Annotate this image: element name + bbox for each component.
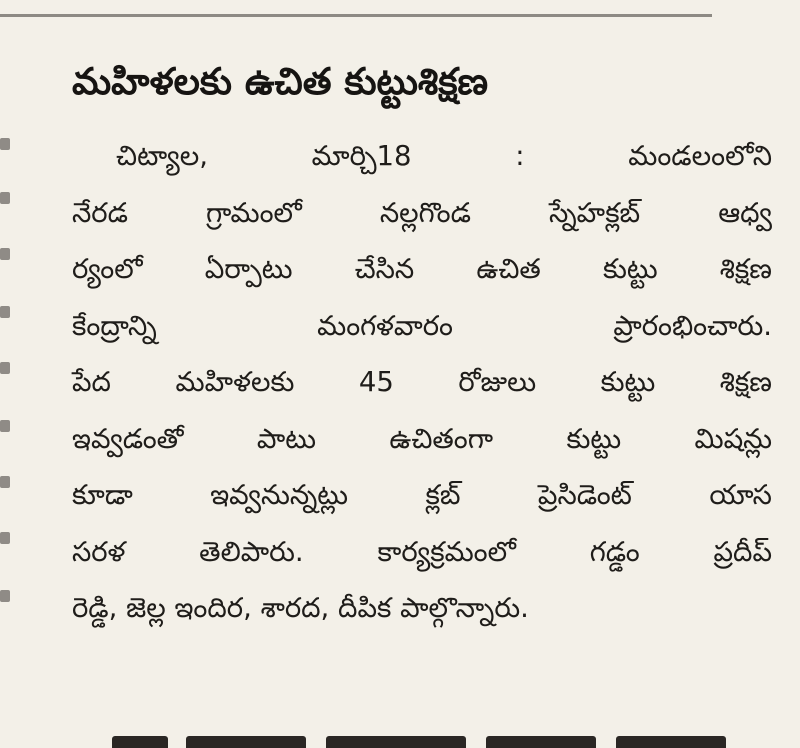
article-line: ర్యంలో ఏర్పాటు చేసిన ఉచిత కుట్టు శిక్షణ [72,253,772,285]
article-line: రెడ్డి, జెల్ల ఇందిర, శారద, దీపిక పాల్గొన్నారు. [72,592,529,624]
article-line: కూడా ఇవ్వనున్నట్లు క్లబ్ ప్రెసిడెంట్ యాస [72,479,772,511]
article-line: నేరడ గ్రామంలో నల్లగొండ స్నేహక్లబ్ ఆధ్వ [72,196,772,229]
article-line: ఇవ్వడంతో పాటు ఉచితంగా కుట్టు మిషన్లు [72,422,772,455]
article-headline: మహిళలకు ఉచిత కుట్టుశిక్షణ [72,60,489,103]
article-line: సరళ తెలిపారు. కార్యక్రమంలో గడ్డం ప్రదీప్ [72,535,772,568]
adjacent-column-fragment [0,120,14,640]
top-column-rule [0,14,712,17]
article-line: కేంద్రాన్ని మంగళవారం ప్రారంభించారు. [72,309,772,342]
next-headline-fragment [112,722,732,748]
article-line: పేద మహిళలకు 45 రోజులు కుట్టు శిక్షణ [72,366,772,398]
article-line: చిట్యాల, మార్చి18 : మండలంలోని [116,140,772,172]
article-body [72,128,772,637]
